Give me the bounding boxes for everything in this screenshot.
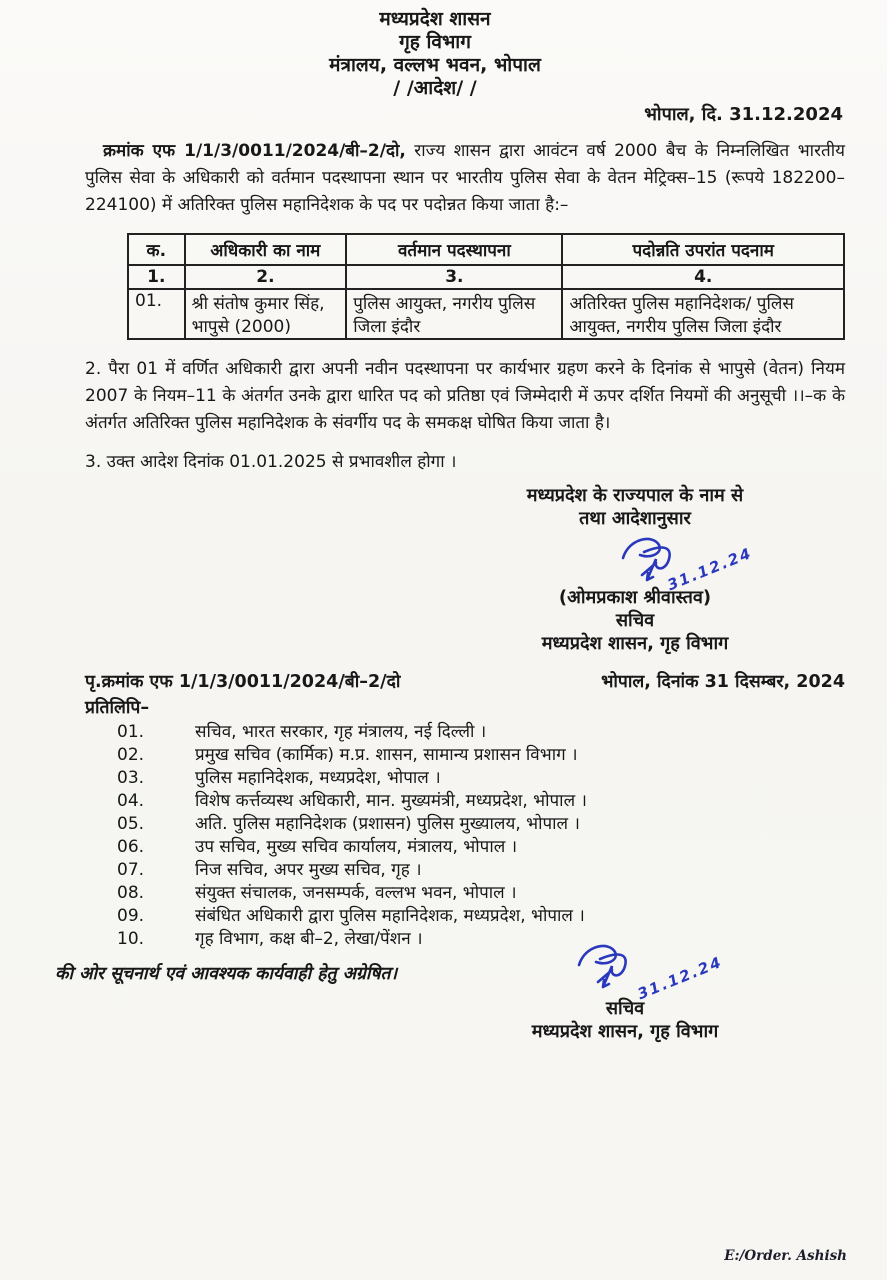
order-title: / /आदेश/ / bbox=[393, 77, 477, 99]
list-item bbox=[85, 721, 845, 744]
col-header-post-after-promotion: पदोन्नति उपरांत पदनाम bbox=[562, 234, 844, 265]
col-header-current-posting: वर्तमान पदस्थापना bbox=[346, 234, 562, 265]
list-item-number: 04. bbox=[117, 791, 145, 811]
list-item bbox=[85, 905, 845, 928]
signatory-department: मध्यप्रदेश शासन, गृह विभाग bbox=[541, 633, 729, 654]
endorsement-reference-row bbox=[85, 669, 845, 693]
order-paragraph-1 bbox=[85, 138, 845, 219]
list-item bbox=[85, 813, 845, 836]
list-item bbox=[85, 767, 845, 790]
list-item-number: 05. bbox=[117, 814, 145, 834]
list-item-text: प्रमुख सचिव (कार्मिक) म.प्र. शासन, सामान्य प्रशासन विभाग । bbox=[195, 745, 578, 765]
col-header-serial: क. bbox=[128, 234, 185, 265]
list-item-text: निज सचिव, अपर मुख्य सचिव, गृह । bbox=[195, 860, 422, 880]
government-name: मध्यप्रदेश शासन bbox=[379, 8, 491, 30]
handwritten-signature-2 bbox=[565, 939, 785, 1004]
list-item-number: 07. bbox=[117, 860, 145, 880]
copy-to-list bbox=[85, 721, 845, 951]
list-item-text: विशेष कर्त्तव्यस्थ अधिकारी, मान. मुख्यमंत्री, मध्यप्रदेश, भोपाल । bbox=[195, 791, 587, 811]
list-item-number: 09. bbox=[117, 906, 145, 926]
col-number-3: 3. bbox=[346, 265, 562, 289]
promoted-post-cell: अतिरिक्त पुलिस महानिदेशक/ पुलिस आयुक्त, नगरीय पुलिस जिला इंदौर bbox=[562, 289, 844, 339]
order-paragraph-3: 3. उक्त आदेश दिनांक 01.01.2025 से प्रभावशील होगा । bbox=[85, 452, 457, 472]
col-number-2: 2. bbox=[185, 265, 347, 289]
table-number-row bbox=[128, 265, 844, 289]
order-reference-number: क्रमांक एफ 1/1/3/0011/2024/बी–2/दो, bbox=[103, 141, 406, 161]
officer-name-cell: श्री संतोष कुमार सिंह, भापुसे (2000) bbox=[185, 289, 347, 339]
list-item-number: 08. bbox=[117, 883, 145, 903]
list-item-number: 06. bbox=[117, 837, 145, 857]
list-item-text: उप सचिव, मुख्य सचिव कार्यालय, मंत्रालय, भोपाल । bbox=[195, 837, 518, 857]
col-header-officer-name: अधिकारी का नाम bbox=[185, 234, 347, 265]
on-behalf-line-1: मध्यप्रदेश के राज्यपाल के नाम से bbox=[526, 485, 744, 506]
row-serial: 01. bbox=[128, 289, 185, 339]
endorsement-reference-number: पृ.क्रमांक एफ 1/1/3/0011/2024/बी–2/दो bbox=[85, 672, 401, 692]
list-item bbox=[85, 744, 845, 767]
list-item bbox=[85, 882, 845, 905]
current-posting-cell: पुलिस आयुक्त, नगरीय पुलिस जिला इंदौर bbox=[346, 289, 562, 339]
handwritten-date-2: 31.12.24 bbox=[634, 952, 726, 1004]
signature-block-1 bbox=[455, 484, 815, 655]
department-name: गृह विभाग bbox=[399, 31, 471, 53]
list-item-text: संयुक्त संचालक, जनसम्पर्क, वल्लभ भवन, भोपाल । bbox=[195, 883, 517, 903]
order-paragraph-1-text: राज्य शासन द्वारा आवंटन वर्ष 2000 बैच के निम्नलिखित भारतीय पुलिस सेवा के अधिकारी को वर्तमान पदस्थापना स्थान पर भारतीय पुलिस सेवा के वेतन मेट्रिक्स–15 (रूपये 182200–224100) में अतिरिक्त पुलिस महानिदेशक के पद पर पदोन्नत किया जाता है:– bbox=[85, 141, 845, 215]
list-item-number: 02. bbox=[117, 745, 145, 765]
handwritten-signature-1 bbox=[455, 532, 815, 595]
list-item-text: संबंधित अधिकारी द्वारा पुलिस महानिदेशक, मध्यप्रदेश, भोपाल । bbox=[195, 906, 585, 926]
list-item-text: सचिव, भारत सरकार, गृह मंत्रालय, नई दिल्ली । bbox=[195, 722, 487, 742]
document-header bbox=[85, 8, 785, 100]
list-item-text: अति. पुलिस महानिदेशक (प्रशासन) पुलिस मुख्यालय, भोपाल । bbox=[195, 814, 580, 834]
list-item bbox=[85, 836, 845, 859]
list-item-text: गृह विभाग, कक्ष बी–2, लेखा/पेंशन । bbox=[195, 929, 423, 949]
list-item-number: 01. bbox=[117, 722, 145, 742]
file-reference-note: E:/Order. Ashish bbox=[724, 1248, 847, 1264]
order-paragraph-2: 2. पैरा 01 में वर्णित अधिकारी द्वारा अपनी नवीन पदस्थापना पर कार्यभार ग्रहण करने के दिनांक से भापुसे (वेतन) नियम 2007 के नियम–11 के अंतर्गत उनके द्वारा धारित पद को प्रतिष्ठा एवं जिम्मेदारी में ऊपर दर्शित नियमों की अनुसूची ।।–क के अंतर्गत अतिरिक्त पुलिस महानिदेशक के संवर्गीय पद के समकक्ष घोषित किया जाता है। bbox=[85, 359, 845, 433]
handwritten-date-1: 31.12.24 bbox=[664, 543, 755, 595]
on-behalf-line-2: तथा आदेशानुसार bbox=[579, 508, 691, 529]
list-item-number: 10. bbox=[117, 929, 145, 949]
office-address: मंत्रालय, वल्लभ भवन, भोपाल bbox=[329, 54, 541, 76]
signature-block-2 bbox=[445, 997, 805, 1043]
endorsement-place-date: भोपाल, दिनांक 31 दिसम्बर, 2024 bbox=[601, 672, 845, 692]
copy-to-label: प्रतिलिपि– bbox=[85, 698, 150, 718]
signatory-department: मध्यप्रदेश शासन, गृह विभाग bbox=[531, 1021, 719, 1042]
list-item-number: 03. bbox=[117, 768, 145, 788]
signatory-designation: सचिव bbox=[605, 998, 645, 1019]
promotion-table bbox=[127, 233, 845, 340]
signatory-designation: सचिव bbox=[615, 610, 655, 631]
table-row bbox=[128, 289, 844, 339]
table-header-row bbox=[128, 234, 844, 265]
header-place-date: भोपाल, दि. 31.12.2024 bbox=[644, 104, 843, 125]
list-item-text: पुलिस महानिदेशक, मध्यप्रदेश, भोपाल । bbox=[195, 768, 441, 788]
signatory-name: (ओमप्रकाश श्रीवास्तव) bbox=[558, 587, 712, 608]
col-number-1: 1. bbox=[128, 265, 185, 289]
col-number-4: 4. bbox=[562, 265, 844, 289]
forward-and-signature-row bbox=[55, 952, 845, 1004]
list-item bbox=[85, 790, 845, 813]
list-item bbox=[85, 859, 845, 882]
forwarding-note: की ओर सूचनार्थ एवं आवश्यक कार्यवाही हेतु अग्रेषित। bbox=[55, 964, 398, 984]
